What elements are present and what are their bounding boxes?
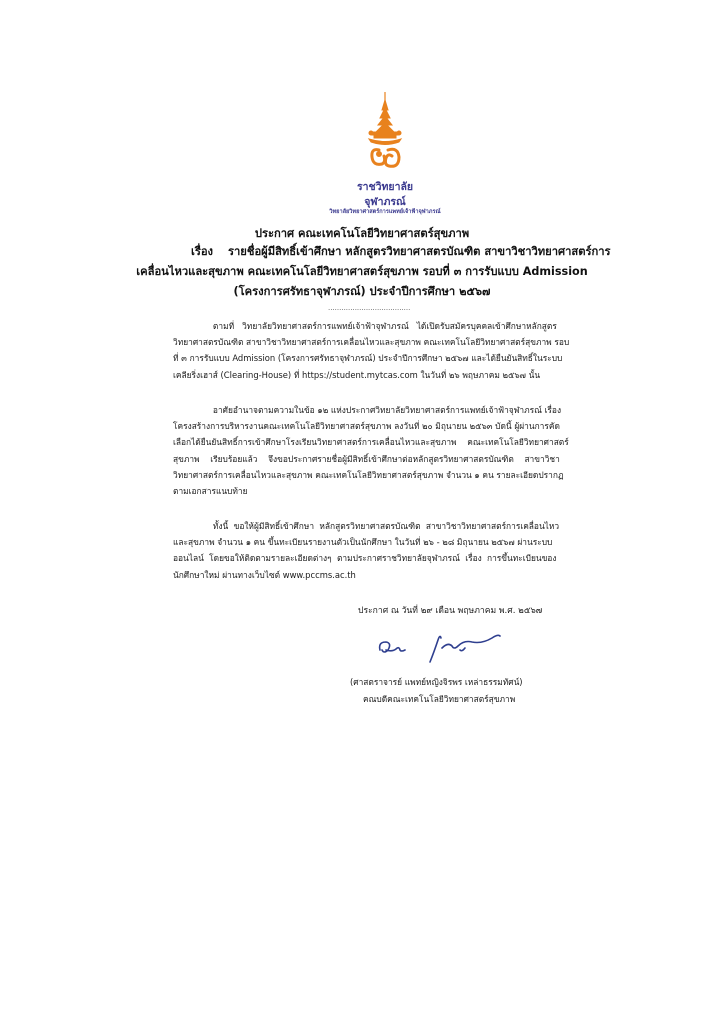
institution-fullname: วิทยาลัยวิทยาศาสตร์การแพทย์เจ้าฟ้าจุฬาภรณ์	[329, 209, 441, 215]
paragraph-1	[173, 318, 569, 383]
heading-divider: .....................................	[328, 304, 411, 312]
paragraph-line: วิทยาศาสตรบัณฑิต สาขาวิชาวิทยาศาสตร์การเคลื่อนไหวและสุขภาพ คณะเทคโนโลยีวิทยาศาสตร์สุขภาพ รอบ	[173, 337, 570, 348]
subject-line3: (โครงการศรัทธาจุฬาภรณ์) ประจำปีการศึกษา ๒๕๖๗	[233, 285, 491, 298]
signature-icon	[372, 628, 504, 668]
paragraph-3	[173, 518, 559, 583]
paragraph-line: ออนไลน์ โดยขอให้ติดตามรายละเอียดต่างๆ ตามประกาศราชวิทยาลัยจุฬาภรณ์ เรื่อง การขึ้นทะเบียนของ	[173, 553, 557, 564]
paragraph-line: อาศัยอำนาจตามความในข้อ ๑๒ แห่งประกาศวิทยาลัยวิทยาศาสตร์การแพทย์เจ้าฟ้าจุฬาภรณ์ เรื่อง	[173, 405, 562, 415]
announcement-title: ประกาศ คณะเทคโนโลยีวิทยาศาสตร์สุขภาพ	[254, 227, 470, 240]
paragraph-2	[173, 402, 569, 499]
announcement-date: ประกาศ ณ วันที่ ๒๙ เดือน พฤษภาคม พ.ศ. ๒๕๖๗	[358, 606, 543, 616]
subject-label: เรื่อง	[191, 245, 214, 258]
subject-line1: รายชื่อผู้มีสิทธิ์เข้าศึกษา หลักสูตรวิทยาศาสตรบัณฑิต สาขาวิชาวิทยาศาสตร์การ	[228, 245, 611, 258]
signer-title: คณบดีคณะเทคโนโลยีวิทยาศาสตร์สุขภาพ	[363, 694, 516, 704]
crown-emblem-icon	[355, 92, 415, 176]
paragraph-line: โครงสร้างการบริหารงานคณะเทคโนโลยีวิทยาศาสตร์สุขภาพ ลงวันที่ ๒๐ มิถุนายน ๒๕๖๓ บัดนี้ ผู้ผ่านการคัด	[173, 421, 560, 432]
paragraph-line: สุขภาพ เรียบร้อยแล้ว จึงขอประกาศรายชื่อผู้มีสิทธิ์เข้าศึกษาต่อหลักสูตรวิทยาศาสตรบัณฑิต สาขาวิชา	[173, 453, 560, 464]
institution-name-line1: ราชวิทยาลัย	[356, 181, 414, 193]
paragraph-line: เลือกได้ยืนยันสิทธิ์การเข้าศึกษาโรงเรียนวิทยาศาสตร์การเคลื่อนไหวและสุขภาพ คณะเทคโนโลยีวิทยาศาสตร์	[173, 437, 569, 448]
paragraph-line: ตามเอกสารแนบท้าย	[173, 485, 248, 496]
paragraph-line: เคลียริ่งเฮาส์ (Clearing-House) ที่ https://student.mytcas.com ในวันที่ ๒๖ พฤษภาคม ๒๕๖๗ นั้น	[173, 369, 541, 380]
signer-name: (ศาสตราจารย์ แพทย์หญิงจิรพร เหล่าธรรมทัศน์)	[350, 677, 523, 687]
paragraph-line: นักศึกษาใหม่ ผ่านทางเว็บไซต์ www.pccms.ac.th	[173, 569, 356, 580]
subject-line2: เคลื่อนไหวและสุขภาพ คณะเทคโนโลยีวิทยาศาสตร์สุขภาพ รอบที่ ๓ การรับแบบ Admission	[136, 265, 588, 278]
paragraph-line: ตามที่ วิทยาลัยวิทยาศาสตร์การแพทย์เจ้าฟ้าจุฬาภรณ์ ได้เปิดรับสมัครบุคคลเข้าศึกษาหลักสูตร	[173, 321, 557, 331]
paragraph-line: ที่ ๓ การรับแบบ Admission (โครงการศรัทธาจุฬาภรณ์) ประจำปีการศึกษา ๒๕๖๗ และได้ยืนยันสิทธิ์ในระบบ	[173, 353, 563, 364]
paragraph-line: ทั้งนี้ ขอให้ผู้มีสิทธิ์เข้าศึกษา หลักสูตรวิทยาศาสตรบัณฑิต สาขาวิชาวิทยาศาสตร์การเคลื่อนไหว	[173, 521, 560, 531]
paragraph-line: วิทยาศาสตร์การเคลื่อนไหวและสุขภาพ คณะเทคโนโลยีวิทยาศาสตร์สุขภาพ จำนวน ๑ คน รายละเอียดปรากฏ	[173, 469, 564, 480]
paragraph-line: และสุขภาพ จำนวน ๑ คน ขึ้นทะเบียนรายงานตัวเป็นนักศึกษา ในวันที่ ๒๖ - ๒๘ มิถุนายน ๒๕๖๗ ผ่านระบบ	[173, 537, 553, 548]
institution-name-line2: จุฬาภรณ์	[364, 196, 406, 208]
